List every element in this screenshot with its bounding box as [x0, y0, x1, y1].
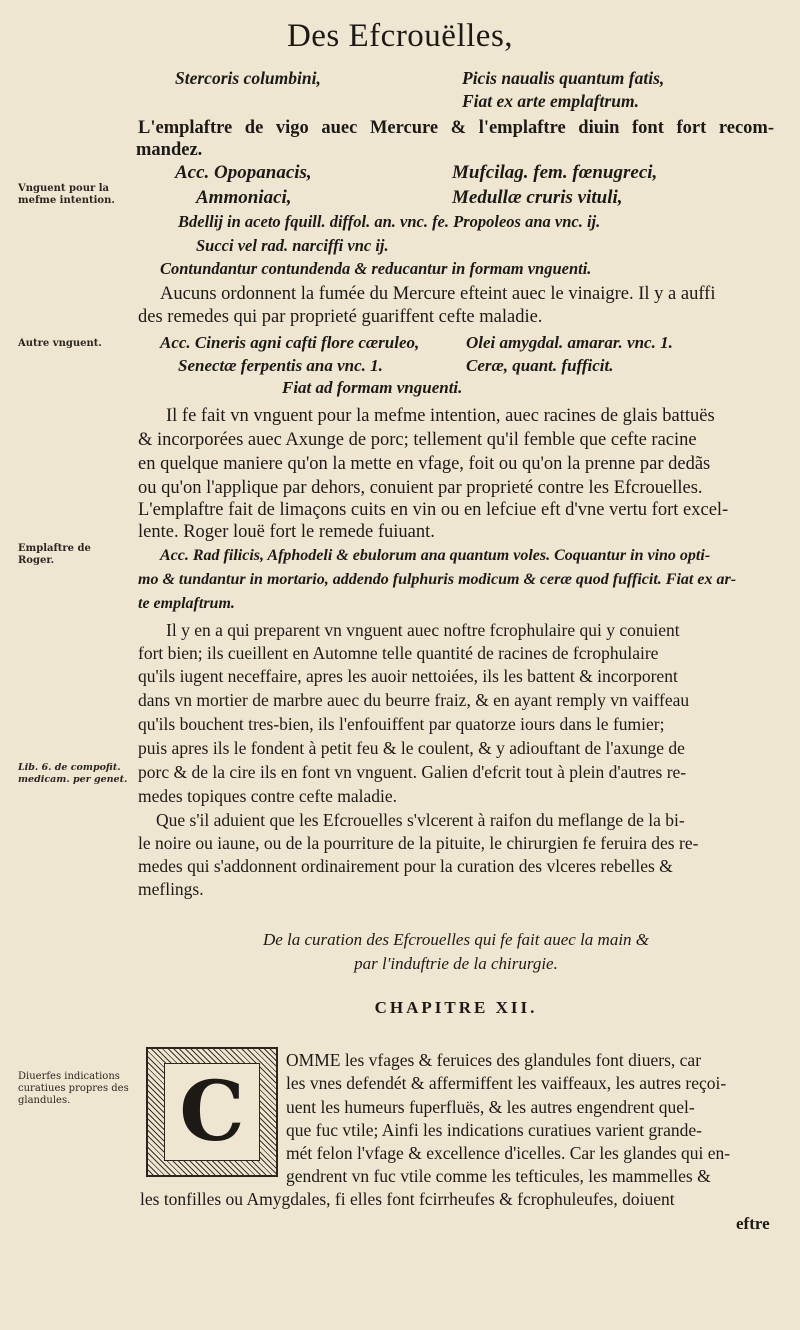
running-head: Des Efcrouëlles, — [286, 18, 514, 54]
margin-note-vnguent: Vnguent pour la mefme intention. — [18, 183, 115, 206]
p5-line2: le noire ou iaune, ou de la pourriture de la pituite, le chirurgien fe feruira des re- — [138, 833, 699, 853]
rx4-l2: mo & tundantur in mortario, addendo fulphuris modicum & ceræ quod fufficit. Fiat ex ar- — [138, 571, 737, 588]
rx2-l4: Succi vel rad. narciffi vnc ij. — [196, 236, 389, 255]
chapter-line1: OMME les vfages & feruices des glandules font diuers, car — [286, 1050, 702, 1070]
rx2-r2: Medullæ cruris vituli, — [452, 187, 623, 208]
rx3-r1: Olei amygdal. amarar. vnc. 1. — [466, 333, 673, 352]
chapter-line7: les tonfilles ou Amygdales, fi elles font fcirrheufes & fcrophuleufes, doiuent — [140, 1189, 675, 1209]
p4-line4: dans vn mortier de marbre auec du beurre fraiz, & en ayant remply vn vaiffeau — [138, 690, 690, 710]
p3-line2: & incorporées auec Axunge de porc; tellement qu'il femble que cefte racine — [138, 430, 697, 450]
p3-line6: lente. Roger louë fort le remede fuiuant. — [138, 522, 435, 542]
chapter-title: CHAPITRE XII. — [374, 998, 538, 1017]
margin-note-indications: Diuerfes indications curatiues propres des glandules. — [18, 1071, 129, 1106]
rx1-left1: Stercoris columbini, — [175, 68, 321, 88]
rx2-l2: Ammoniaci, — [196, 187, 292, 208]
rx4-l1: Acc. Rad filicis, Afphodeli & ebulorum ana quantum voles. Coquantur in vino opti- — [160, 547, 711, 564]
decorated-initial — [146, 1047, 278, 1177]
catchword: eftre — [736, 1214, 770, 1233]
rx3-r2: Ceræ, quant. fufficit. — [466, 356, 614, 375]
rx1-right2: Fiat ex arte emplaftrum. — [462, 91, 639, 111]
rx2-l5: Contundantur contundenda & reducantur in formam vnguenti. — [160, 259, 592, 278]
p4-line7: porc & de la cire ils en font vn vnguent. Galien d'efcrit tout à plein d'autres re- — [138, 762, 687, 782]
p3-line4: ou qu'on l'applique par dehors, conuient par proprieté contre les Efcrouelles. — [138, 478, 703, 498]
p3-line5: L'emplaftre fait de limaçons cuits en vin ou en lefciue eft d'vne vertu fort excel- — [138, 500, 729, 520]
p5-line4: meflings. — [138, 879, 204, 899]
margin-note-emplaftre-roger: Emplaftre de Roger. — [18, 543, 91, 566]
chapter-line6: gendrent vn fuc vtile comme les tefticules, les mammelles & — [286, 1166, 711, 1186]
p2-line2: des remedes qui par proprieté guariffent cefte maladie. — [138, 307, 543, 327]
chapter-line3: uent les humeurs fuperfluës, & les autres engendrent quel- — [286, 1097, 695, 1117]
chapter-line2: les vnes defendét & affermiffent les vaiffeaux, les autres reçoi- — [286, 1073, 727, 1093]
p5-line3: medes qui s'addonnent ordinairement pour la curation des vlceres rebelles & — [138, 856, 673, 876]
rx3-l2: Senectæ ferpentis ana vnc. 1. — [178, 356, 383, 375]
p1-line2: mandez. — [136, 140, 203, 160]
chapter-line5: mét felon l'vfage & excellence d'icelles. Car les glandes qui en- — [286, 1143, 731, 1163]
section-heading-line1: De la curation des Efcrouelles qui fe fait auec la main & — [262, 930, 650, 949]
margin-note-galien-reference: Lib. 6. de compofit. medicam. per genet. — [18, 762, 128, 785]
p3-line3: en quelque maniere qu'on la mette en vfage, foit ou qu'on la prenne par dedãs — [138, 454, 711, 474]
rx2-l1: Acc. Opopanacis, — [175, 162, 312, 183]
rx2-l3: Bdellij in aceto fquill. diffol. an. vnc. fe. Propoleos ana vnc. ij. — [178, 212, 601, 231]
rx3-l1: Acc. Cineris agni cafti flore cæruleo, — [160, 333, 420, 352]
p4-line8: medes topiques contre cefte maladie. — [138, 786, 397, 806]
p3-line1: Il fe fait vn vnguent pour la mefme intention, auec racines de glais battuës — [166, 406, 715, 426]
section-heading-line2: par l'induftrie de la chirurgie. — [354, 954, 558, 973]
rx3-l3: Fiat ad formam vnguenti. — [282, 378, 463, 397]
p4-line1: Il y en a qui preparent vn vnguent auec noftre fcrophulaire qui y conuient — [166, 620, 680, 640]
chapter-line4: que fuc vtile; Ainfi les indications curatiues varient grande- — [286, 1120, 702, 1140]
rx1-right1: Picis naualis quantum fatis, — [462, 68, 665, 88]
rx4-l3: te emplaftrum. — [138, 595, 235, 612]
p5-line1: Que s'il aduient que les Efcrouelles s'vlcerent à raifon du meflange de la bi- — [156, 810, 685, 830]
margin-note-autre-vnguent: Autre vnguent. — [18, 338, 102, 349]
p1-line1: L'emplaftre de vigo auec Mercure & l'emplaftre diuin font fort recom- — [138, 118, 774, 138]
p4-line5: qu'ils bouchent tres-bien, ils l'enfouiffent par quatorze iours dans le fumier; — [138, 714, 665, 734]
rx2-r1: Mufcilag. fem. fœnugreci, — [452, 162, 658, 183]
p4-line2: fort bien; ils cueillent en Automne telle quantité de racines de fcrophulaire — [138, 643, 659, 663]
p4-line6: puis apres ils le fondent à petit feu & le coulent, & y adiouftant de l'axunge de — [138, 738, 685, 758]
initial-letter: C — [179, 1064, 245, 1160]
p4-line3: qu'ils iugent neceffaire, apres les auoir nettoiées, ils les battent & incorporent — [138, 666, 678, 686]
p2-line1: Aucuns ordonnent la fumée du Mercure efteint auec le vinaigre. Il y a auffi — [160, 284, 716, 304]
